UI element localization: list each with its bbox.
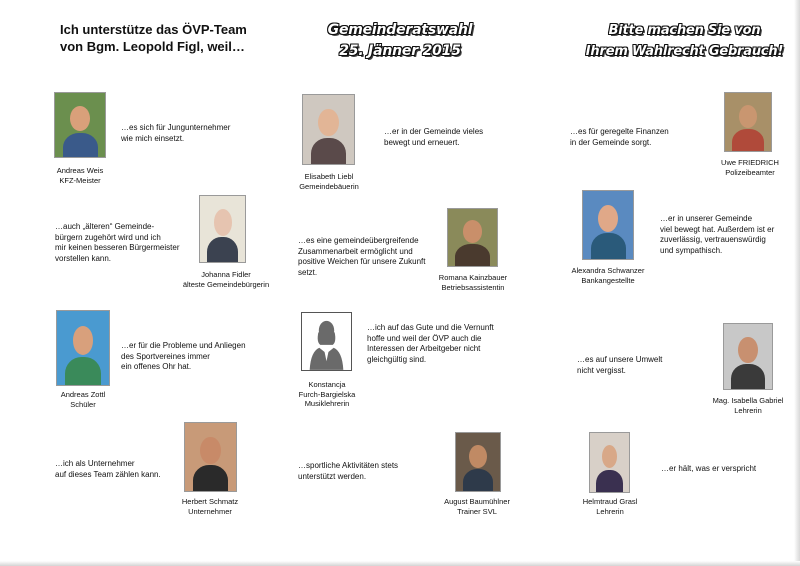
person-name: August Baumühlner [444,497,510,506]
person-silhouette-icon [302,313,351,370]
portrait-elisabeth-liebl [302,94,355,165]
quote-isabella-gabriel [577,355,662,376]
person-role: Musiklehrerin [304,399,350,408]
portrait-andreas-zottl [56,310,110,386]
name-romana-kainzbauer [430,273,516,292]
quote-line: setzt. [298,267,318,277]
page-edge-shadow-bottom [0,561,800,566]
portrait-herbert-schmatz [184,422,237,492]
quote-line: …es eine gemeindeübergreifende [298,236,419,245]
quote-line: Interessen der Arbeitgeber nicht [367,344,481,353]
person-role: KFZ-Meister [59,175,101,185]
header-appeal [572,20,797,62]
quote-line: ein offenes Ohr hat. [121,362,192,371]
person-role: Gemeindebäuerin [299,181,359,191]
quote-line: des Sportvereines immer [121,351,210,361]
quote-line: unterstützt werden. [298,471,367,481]
person-name: Alexandra Schwanzer [571,266,645,275]
name-andreas-weis [40,166,120,185]
header-left-line2: von Bgm. Leopold Figl, weil… [60,39,245,54]
person-role: Lehrerin [596,506,624,516]
person-name-continued: Furch-Bargielska [298,389,356,399]
name-herbert-schmatz [169,497,251,516]
person-name: Andreas Weis [56,166,104,175]
name-august-baumuehlner [434,497,520,516]
person-name: Romana Kainzbauer [438,273,508,282]
quote-line: …auch „älteren“ Gemeinde- [55,222,155,231]
person-name: Herbert Schmatz [181,497,239,506]
portrait-uwe-friedrich [724,92,772,152]
quote-line: in der Gemeinde sorgt. [570,137,652,147]
quote-andreas-weis [121,123,230,144]
person-role: Polizeibeamter [725,167,775,177]
portrait-romana-kainzbauer [447,208,498,267]
quote-line: …er in der Gemeinde vieles [384,127,484,136]
quote-line: …sportliche Aktivitäten stets [298,461,399,470]
portrait-helmtraud-grasl [589,432,630,493]
quote-line: …es auf unsere Umwelt [577,355,663,364]
quote-line: …es sich für Jungunternehmer [121,123,231,132]
person-name: Helmtraud Grasl [582,497,638,506]
person-name: Andreas Zottl [60,390,106,399]
portrait-august-baumuehlner [455,432,501,492]
name-alexandra-schwanzer [565,266,651,285]
quote-august-baumuehlner [298,461,398,482]
quote-line: vorstellen kann. [55,253,112,263]
portrait-placeholder-silhouette [301,312,352,371]
person-role: Bankangestellte [581,275,635,285]
page-edge-shadow-right [794,0,800,566]
person-role: älteste Gemeindebürgerin [182,279,270,289]
quote-elisabeth-liebl [384,127,483,148]
person-role: Schüler [70,399,96,409]
quote-line: bürgern zugehört wird und ich [55,232,161,242]
quote-line: mir keinen besseren Bürgermeister [55,243,180,252]
quote-andreas-zottl [121,341,246,373]
quote-line: auf dieses Team zählen kann. [55,469,161,479]
person-name: Uwe FRIEDRICH [721,158,779,167]
portrait-alexandra-schwanzer [582,190,634,260]
person-name: Elisabeth Liebl [304,172,354,181]
quote-line: zuverlässig, vertrauenswürdig [660,235,766,244]
quote-line: wie mich einsetzt. [121,133,185,143]
quote-johanna-fidler [55,222,180,264]
name-konstancja-furch-bargielska [286,380,368,409]
name-johanna-fidler [180,270,272,289]
header-election [325,20,475,62]
quote-uwe-friedrich [570,127,669,148]
quote-line: …er hält, was er verspricht [661,464,757,473]
name-elisabeth-liebl [288,172,370,191]
header-election-date: 25. Jänner 2015 [339,43,461,59]
quote-alexandra-schwanzer [660,214,774,256]
quote-line: und sympathisch. [660,245,723,255]
person-role: Betriebsassistentin [441,282,505,292]
name-uwe-friedrich [710,158,790,177]
portrait-isabella-gabriel [723,323,773,390]
quote-line: …ich auf das Gute und die Vernunft [367,323,494,332]
quote-line: Zusammenarbeit ermöglicht und [298,246,413,256]
header-election-title: Gemeinderatswahl [327,22,473,38]
quote-line: …es für geregelte Finanzen [570,127,669,136]
quote-line: bewegt und erneuert. [384,137,460,147]
quote-line: viel bewegt hat. Außerdem ist er [660,224,775,234]
name-helmtraud-grasl [569,497,651,516]
person-role: Lehrerin [734,405,762,415]
quote-herbert-schmatz [55,459,161,480]
quote-line: gleichgültig sind. [367,354,427,364]
quote-line: nicht vergisst. [577,365,626,375]
person-name: Konstancja [308,380,346,389]
portrait-johanna-fidler [199,195,246,263]
quote-line: …er für die Probleme und Anliegen [121,341,246,350]
name-isabella-gabriel [700,396,796,415]
quote-line: positive Weichen für unsere Zukunft [298,257,426,266]
quote-konstancja-furch-bargielska [367,323,494,365]
header-left [60,21,247,55]
quote-helmtraud-grasl [661,464,756,475]
quote-line: …ich als Unternehmer [55,459,135,468]
header-appeal-line1: Bitte machen Sie von [608,23,761,38]
quote-romana-kainzbauer [298,236,425,278]
portrait-andreas-weis [54,92,106,158]
quote-line: hoffe und weil der ÖVP auch die [367,333,482,343]
person-name: Johanna Fidler [201,270,251,279]
name-andreas-zottl [43,390,123,409]
quote-line: …er in unserer Gemeinde [660,214,753,223]
person-name: Mag. Isabella Gabriel [712,396,784,405]
header-left-line1: Ich unterstütze das ÖVP-Team [60,22,247,37]
header-appeal-line2: Ihrem Wahlrecht Gebrauch! [585,44,784,59]
person-role: Trainer SVL [457,506,497,516]
person-role: Unternehmer [188,506,232,516]
